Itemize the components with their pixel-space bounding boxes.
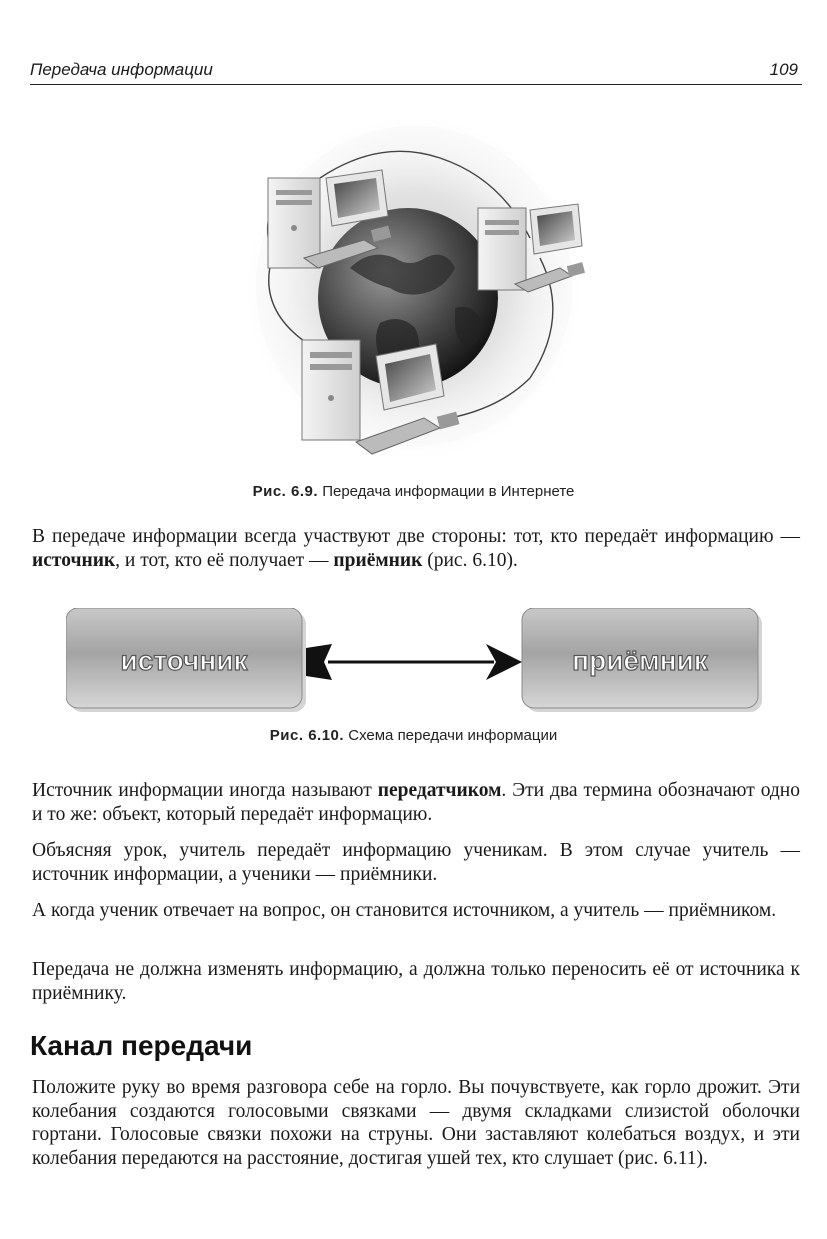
term-transmitter: передатчиком [377, 780, 502, 801]
figure-caption [0, 483, 827, 500]
receiver-box [522, 608, 762, 712]
arrow-icon [306, 644, 522, 680]
paragraph: А когда ученик отвечает на вопрос, он становится источником, а учитель — приёмником. [32, 900, 777, 921]
running-header [30, 58, 802, 85]
caption-text: Схема передачи информации [348, 727, 558, 744]
paragraph: Передача не должна изменять информацию, а должна только переносить её от источника к приёмнику. [32, 959, 800, 1004]
text-run: В передаче информации всегда участвуют две стороны: тот, кто передаёт информацию — [32, 526, 800, 547]
text-run: (рис. 6.10). [422, 550, 518, 571]
source-box [66, 608, 306, 712]
term-receiver: приёмник [333, 550, 423, 571]
paragraph: Объясняя урок, учитель передаёт информацию ученикам. В этом случае учитель — источник информации, а ученики — приёмники. [32, 840, 800, 885]
caption-text: Передача информации в Интернете [322, 483, 575, 500]
figure-caption [0, 727, 827, 744]
text-run: Источник информации иногда называют [32, 780, 378, 801]
term-source: источник [32, 550, 116, 571]
section-heading: Канал передачи [30, 1030, 253, 1061]
caption-number: Рис. 6.9. [252, 483, 319, 500]
page-number: 109 [769, 60, 798, 79]
chapter-title: Передача информации [30, 60, 213, 79]
paragraph [32, 525, 800, 573]
caption-number: Рис. 6.10. [269, 727, 345, 744]
paragraph [32, 779, 800, 827]
internet-globe-illustration [240, 108, 588, 470]
source-label: источник [120, 645, 248, 676]
paragraph: Положите руку во время разговора себе на горло. Вы почувствуете, как горло дрожит. Эти колебания создаются голосовыми связками — двумя складками слизистой оболочки гортани. Голосовые связки похожи на струны. Они заставляют колебаться воздух, и эти колебания передаются на расстояние, достигая ушей тех, кто слушает (рис. 6.11). [32, 1077, 800, 1169]
text-run: , и тот, кто её получает — [115, 550, 334, 571]
transmission-diagram [66, 608, 762, 718]
text-run: . Эти два термина обозначают одно и то же: объект, который передаёт информацию. [32, 780, 800, 825]
receiver-label: приёмник [572, 645, 708, 676]
